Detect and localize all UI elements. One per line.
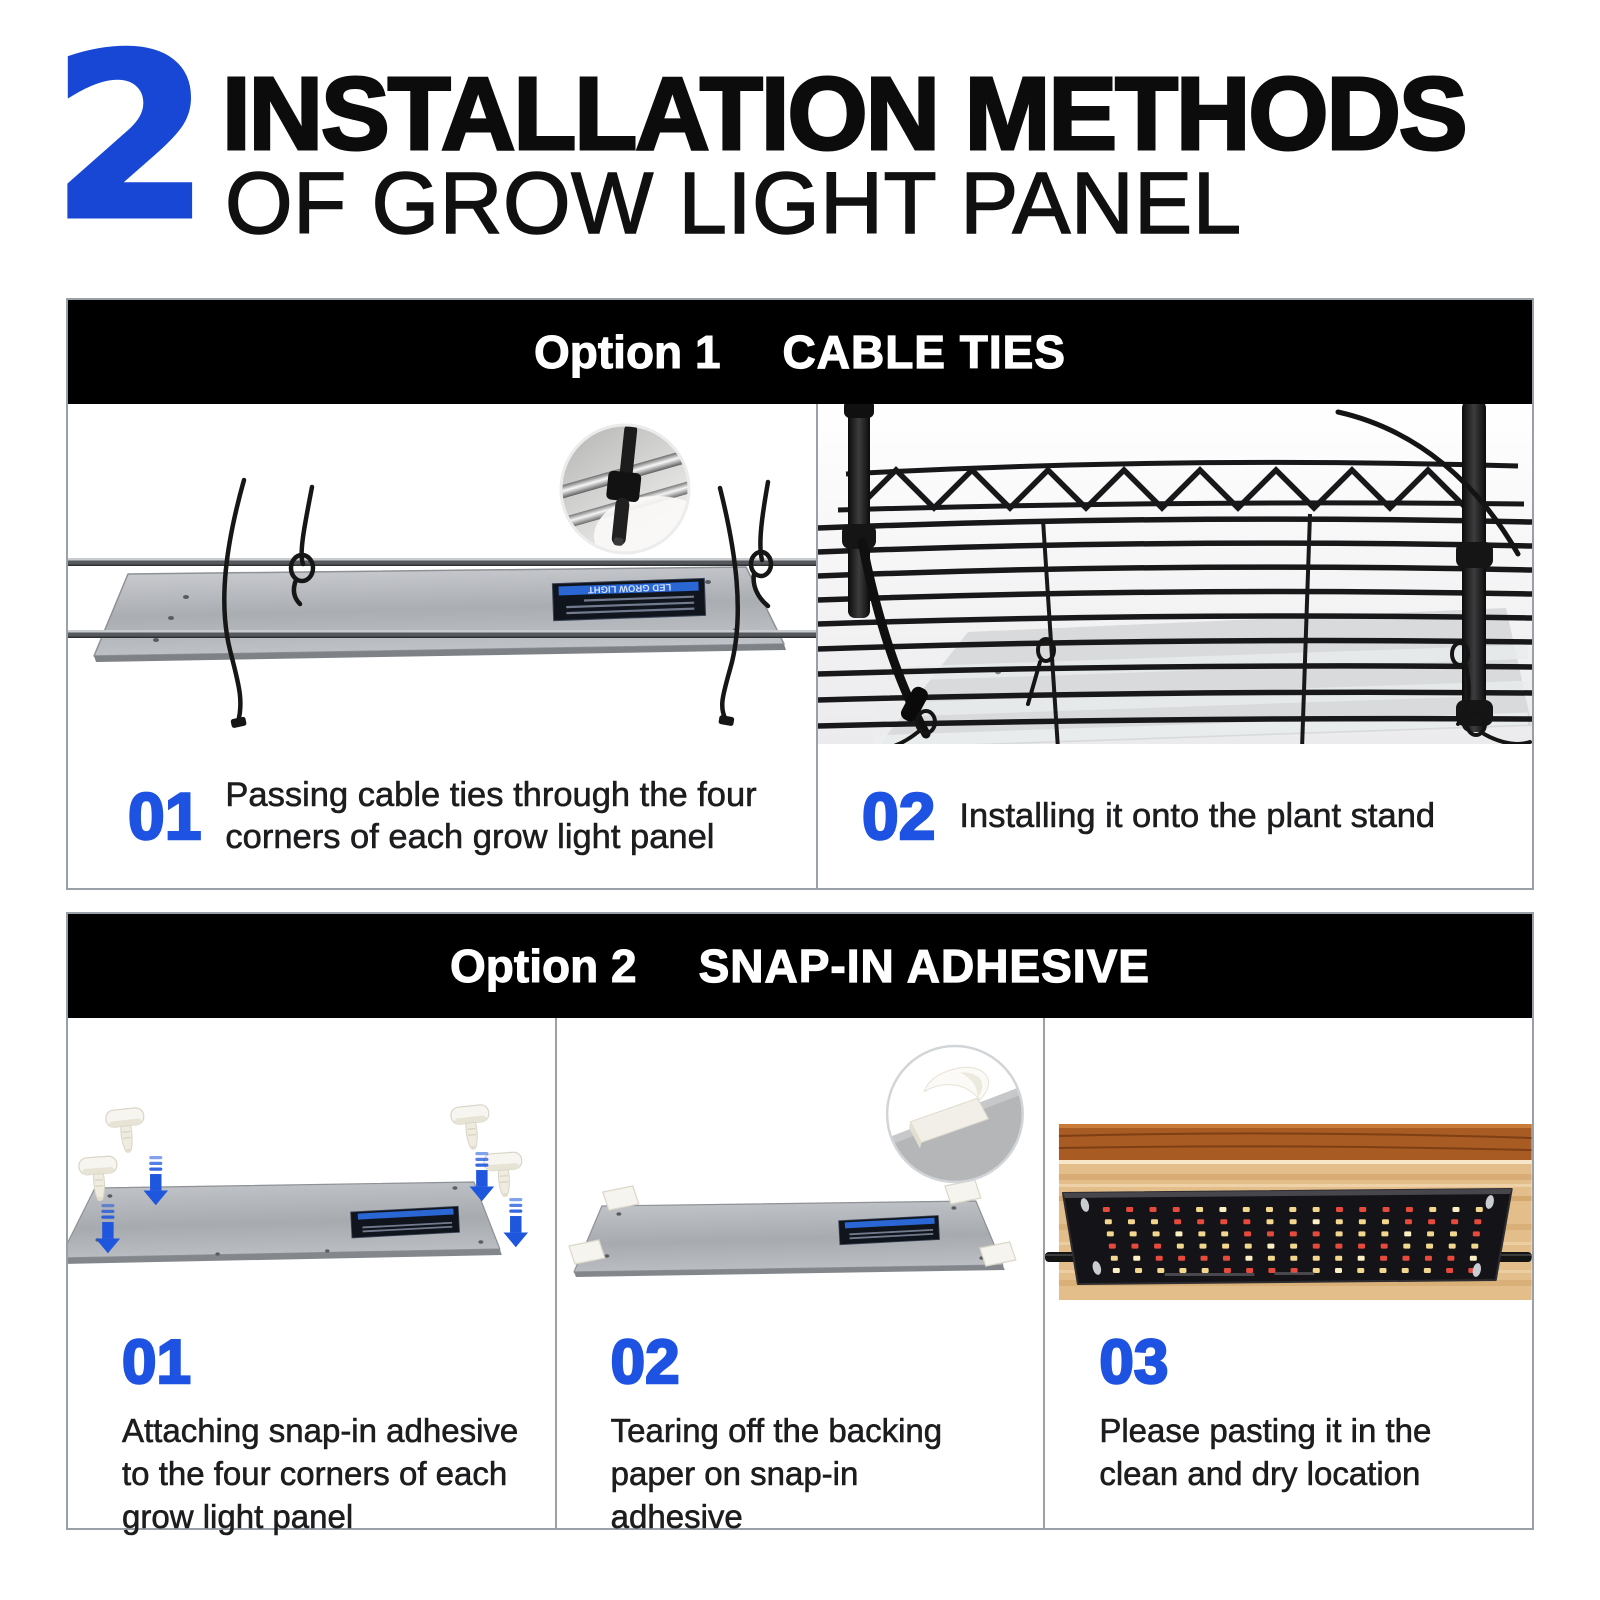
option1-step1-cell <box>68 404 816 888</box>
option2-step3-cell <box>1043 1018 1532 1528</box>
option2-step1-caption <box>68 1308 555 1539</box>
photo-tear-backing-paper <box>557 1018 1044 1308</box>
step-number: 03 <box>1099 1328 1169 1397</box>
option2-label: Option 2 <box>450 940 637 992</box>
option2-section <box>66 912 1534 1535</box>
photo-panel-on-wood-shelf <box>1045 1018 1532 1308</box>
grow-light-panel-flat <box>574 1201 1005 1277</box>
cable-tie-closeup-inset <box>526 422 730 576</box>
page-subtitle: OF GROW LIGHT PANEL <box>225 155 1242 252</box>
photo-panel-with-cable-ties <box>68 404 816 744</box>
option1-section <box>66 298 1534 890</box>
option2-method: SNAP-IN ADHESIVE <box>698 940 1150 992</box>
peel-closeup-inset <box>887 1046 1023 1182</box>
panel-label <box>552 578 705 620</box>
plant-stand-illustration <box>818 404 1532 744</box>
page-title: INSTALLATION METHODS <box>222 56 1466 171</box>
option2-step2-caption <box>557 1308 1044 1539</box>
option1-step1-caption <box>68 744 816 888</box>
option1-label: Option 1 <box>533 326 721 378</box>
option2-header-bar <box>68 914 1532 1018</box>
tear-backing-illustration <box>557 1018 1044 1308</box>
step-number: 02 <box>862 779 936 853</box>
panel-label <box>351 1206 460 1238</box>
step-number: 01 <box>128 779 202 853</box>
option1-method: CABLE TIES <box>782 326 1066 378</box>
panel-label <box>838 1216 939 1245</box>
step-number: 01 <box>122 1328 191 1397</box>
led-panel-front <box>1063 1189 1512 1284</box>
step-text: Attaching snap-in adhesive to the four corners of each grow light panel <box>122 1412 519 1535</box>
photo-panel-on-plant-stand <box>818 404 1532 744</box>
option2-step3-caption <box>1045 1308 1532 1496</box>
metal-rod-front <box>68 630 816 638</box>
step-text: Tearing off the backing paper on snap-in adhesive <box>610 1412 943 1535</box>
attach-adhesive-illustration <box>68 1018 555 1308</box>
photo-attach-adhesive <box>68 1018 555 1308</box>
step-text: Please pasting it in the clean and dry location <box>1099 1412 1432 1492</box>
option1-step2-cell <box>816 404 1532 888</box>
option1-step2-caption <box>818 744 1532 888</box>
option2-step1-cell <box>68 1018 555 1535</box>
header-number: 2 <box>52 7 210 270</box>
option2-step2-cell <box>555 1018 1044 1535</box>
wood-shelf-illustration <box>1045 1018 1532 1308</box>
panel-label-text: LED GROW LIGHT <box>587 581 672 595</box>
step-text: Installing it onto the plant stand <box>959 796 1436 835</box>
panel-cable-ties-illustration <box>68 404 816 744</box>
step-text: Passing cable ties through the four corners of each grow light panel <box>225 775 757 856</box>
metal-rod-back <box>68 558 816 566</box>
option1-header-bar <box>68 300 1532 404</box>
step-number: 02 <box>610 1328 680 1397</box>
